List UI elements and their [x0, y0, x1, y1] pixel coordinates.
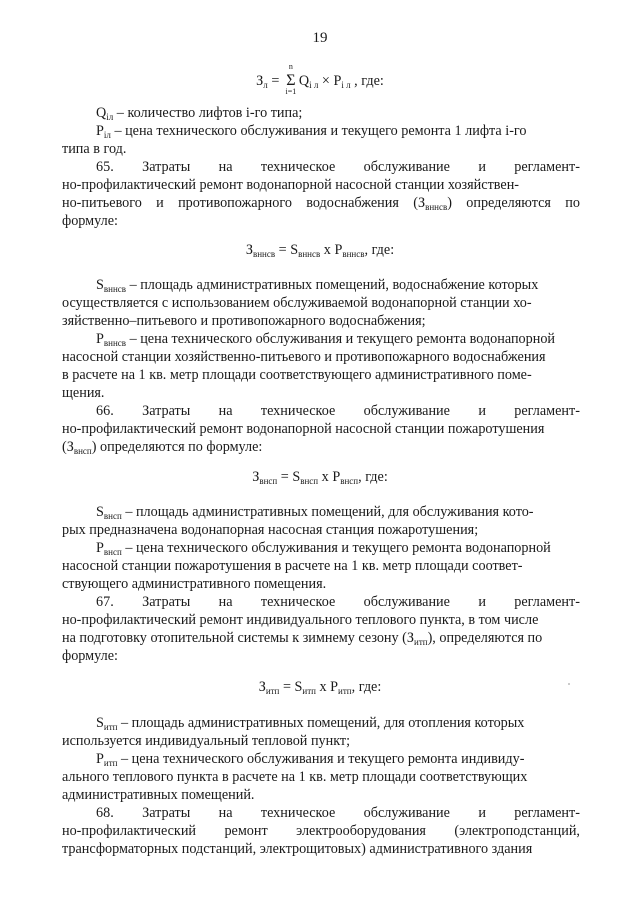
def-p-vnsv: $P_{вннсв}$ – цена технического обслуживания и текущего ремонта водонапорной — [96, 331, 556, 348]
p67-line3: на подготовку отопительной системы к зимнему сезону $(З_{итп})$, определяются по — [62, 630, 543, 647]
def-p-lifts-cont: типа в год. — [62, 141, 127, 157]
p67-line2: но-профилактический ремонт индивидуального теплового пункта, в том числе — [62, 612, 539, 628]
formula-vnsp: $З_{внсп} = S_{внсп}$ x $P_{внсп}$, где: — [252, 469, 388, 486]
p68-line2: но-профилактический ремонт электрооборудования (электроподстанций, — [62, 823, 580, 839]
p65-line1: 65. Затраты на техническое обслуживание и регламент- — [96, 159, 580, 175]
p67-line4: формуле: — [62, 648, 118, 664]
def-p-vnsv-2: насосной станции хозяйственно-питьевого и противопожарного водоснабжения — [62, 349, 546, 365]
p67-line1: 67. Затраты на техническое обслуживание и регламент- — [96, 594, 580, 610]
def-p-vnsp: $P_{внсп}$ – цена технического обслуживания и текущего ремонта водонапорной — [96, 540, 551, 557]
p66-line1: 66. Затраты на техническое обслуживание и регламент- — [96, 403, 580, 419]
def-s-itp: $S_{итп}$ – площадь административных помещений, для отопления которых — [96, 715, 525, 732]
formula-lifts: $З_л$ = n Σ i=1 $Q_{i л} \times P_{i л}$ , где: — [256, 62, 384, 96]
def-p-vnsv-3: в расчете на 1 кв. метр площади соответствующего административного поме- — [62, 367, 532, 383]
p65-line4: формуле: — [62, 213, 118, 229]
def-p-lifts: $P_{iл}$ – цена технического обслуживания и текущего ремонта 1 лифта i-го — [96, 123, 527, 140]
def-p-itp-2: ального теплового пункта в расчете на 1 кв. метр площади соответствующих — [62, 769, 528, 785]
def-p-vnsv-4: щения. — [62, 385, 105, 401]
sum-sign: n Σ i=1 — [285, 62, 297, 96]
p65-line3: но-питьевого и противопожарного водоснабжения $(З_{вннсв})$ определяются по — [62, 195, 580, 212]
p68-line1: 68. Затраты на техническое обслуживание и регламент- — [96, 805, 580, 821]
def-q-lifts: $Q_{iл}$ – количество лифтов i-го типа; — [96, 105, 303, 122]
def-s-vnsp-2: рых предназначена водонапорная насосная станция пожаротушения; — [62, 522, 479, 538]
def-s-vnsp: $S_{внсп}$ – площадь административных помещений, для обслуживания кото- — [96, 504, 534, 521]
def-p-itp: $P_{итп}$ – цена технического обслуживания и текущего ремонта индивиду- — [96, 751, 525, 768]
p66-line3: $(З_{внсп})$ определяются по формуле: — [62, 439, 263, 456]
def-s-itp-2: используется индивидуальный тепловой пункт; — [62, 733, 351, 749]
def-p-itp-3: административных помещений. — [62, 787, 255, 803]
page-number: 19 — [312, 30, 328, 46]
scan-speck — [568, 683, 570, 685]
def-s-vnsv: $S_{вннсв}$ – площадь административных помещений, водоснабжение которых — [96, 277, 539, 294]
def-p-vnsp-3: ствующего административного помещения. — [62, 576, 327, 592]
def-s-vnsv-3: зяйственно–питьевого и противопожарного водоснабжения; — [62, 313, 426, 329]
formula-vnsv: $З_{вннсв} = S_{вннсв}$ x $P_{вннсв}$, где: — [245, 242, 395, 259]
formula-itp: $З_{итп} = S_{итп}$ x $P_{итп}$, где: — [258, 679, 382, 696]
def-s-vnsv-2: осуществляется с использованием обслуживаемой водонапорной станции хо- — [62, 295, 532, 311]
p68-line3: трансформаторных подстанций, электрощитовых) административного здания — [62, 841, 533, 857]
p66-line2: но-профилактический ремонт водонапорной насосной станции пожаротушения — [62, 421, 545, 437]
p65-line2: но-профилактический ремонт водонапорной насосной станции хозяйствен- — [62, 177, 520, 193]
def-p-vnsp-2: насосной станции пожаротушения в расчете на 1 кв. метр площади соответ- — [62, 558, 523, 574]
